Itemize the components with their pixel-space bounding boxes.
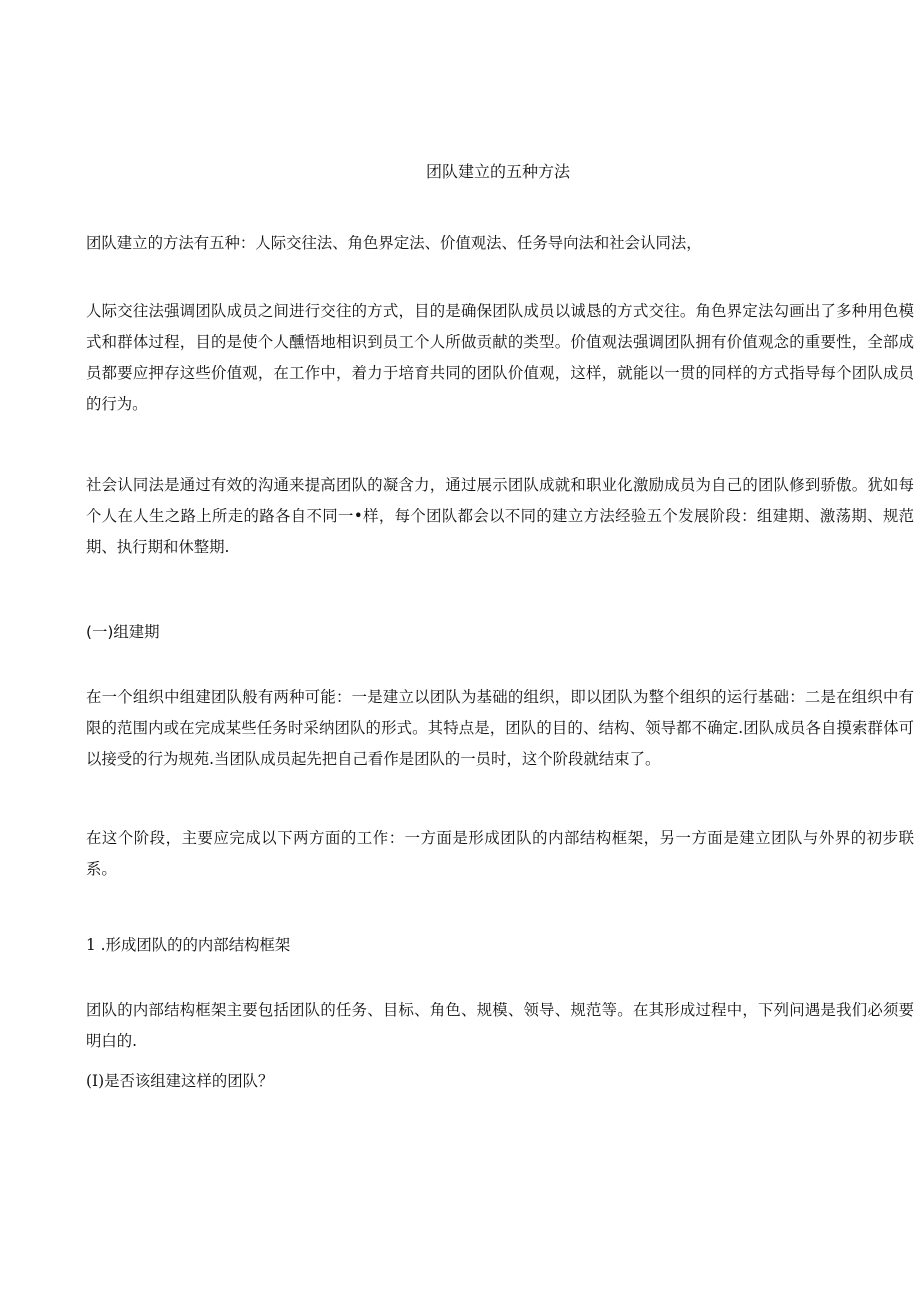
subheading-internal-structure: 1 .形成团队的的内部结构框架	[86, 936, 291, 954]
paragraph-internal-structure: 团队的内部结构框架主要包括团队的任务、目标、角色、规模、领导、规范等。在其形成过程中，下列问遇是我们必须要明白的.	[86, 1001, 914, 1050]
paragraph-formation-description: 在一个组织中组建团队般有两种可能：一是建立以团队为基础的组织，即以团队为整个组织的运行基础：二是在组织中有限的范围内或在完成某些任务时采纳团队的形式。其特点是，团队的目的、结构、领导都不确定.团队成员各自摸索群体可以接受的行为规苑.当团队成员起先把自己看作是团队的一员时，这个阶段就结束了。	[86, 688, 914, 768]
question-item-1: (I)是否该组建这样的团队？	[86, 1072, 274, 1090]
intro-paragraph: 团队建立的方法有五种：人际交往法、角色界定法、价值观法、任务导向法和社会认同法，	[86, 234, 702, 252]
paragraph-social-identity: 社会认同法是通过有效的沟通来提高团队的凝含力，通过展示团队成就和职业化激励成员为自己的团队修到骄傲。犹如每个人在人生之路上所走的路各自不同一•样，每个团队都会以不同的建立方法经验五个发展阶段：组建期、激荡期、规范期、执行期和休整期.	[86, 476, 914, 556]
paragraph-interpersonal-role-values: 人际交往法强调团队成员之间进行交往的方式，目的是确保团队成员以诚恳的方式交往。角色界定法勾画出了多种用色模式和群体过程，目的是使个人醺悟地相识到员工个人所做贡献的类型。价值观法强调团队拥有价值观念的重要性，全部成员都要应押存这些价值观，在工作中，着力于培育共同的团队价值观，这样，就能以一贯的同样的方式指导每个团队成员的行为。	[86, 302, 914, 413]
document-title: 团队建立的五种方法	[425, 162, 570, 181]
paragraph-formation-tasks: 在这个阶段，主要应完成以下两方面的工作：一方面是形成团队的内部结构框架，另一方面是建立团队与外界的初步联系。	[86, 829, 914, 878]
section-heading-formation: (一)组建期	[86, 623, 160, 641]
